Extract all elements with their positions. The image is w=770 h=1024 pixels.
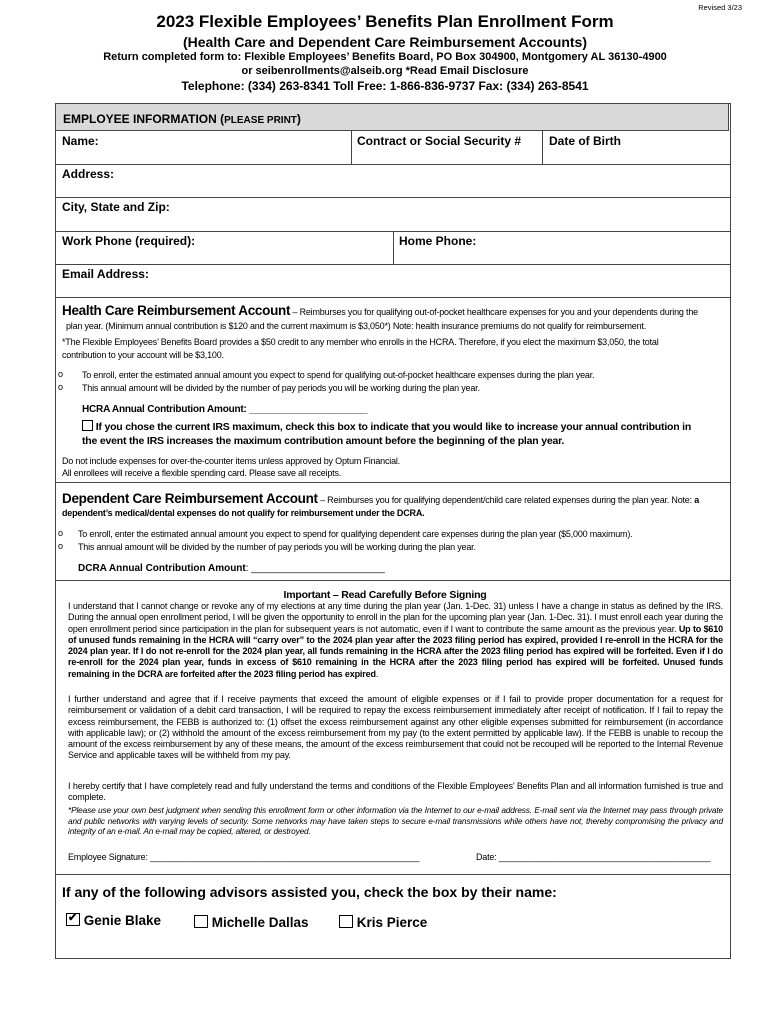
important-paragraph-2: I further understand and agree that if I receive payments that exceed the amount of eligible expenses or if I fail to provide proper documentation for a request for reimbursement or validation of a debit card transaction, I will be required to repay the excess reimbursement immediately after receipt of notification. If I fail to repay the excess reimbursement, the FEBB is authorized to: (1) offset the excess reimbursement against any other eligible expenses submitted for reimbursement (in accordance with applicable law); or (2) withhold the amount of the excess reimbursement from my pay (to the extent permitted by applicable law). If the FEBB is unable to recoup the amount of the excess reimbursement by any of these means, the amount of the excess reimbursement that could not be recouped will be reported to the Internal Revenue Service and applicable taxes will be withheld from my pay. xyxy=(68,694,723,761)
advisor-checkbox-genie[interactable] xyxy=(66,913,80,926)
email-disclosure: *Please use your own best judgment when sending this enrollment form or other information via the Internet to our e-mail address. E-mail sent via the Internet may pass through private and public networks with varying levels of security. Some networks may have taken steps to secure e-mail transmissions while others have not, thereby compromising the privacy and integrity of an e-mail. An e-mail may be copied, altered, or destroyed. xyxy=(68,805,723,836)
hcra-note-2: All enrollees will receive a flexible spending card. Please save all receipts. xyxy=(62,468,342,478)
telephone-line: Telephone: (334) 263-8341 Toll Free: 1-866-836-9737 Fax: (334) 263-8541 xyxy=(181,79,589,93)
hcra-amount-field[interactable]: HCRA Annual Contribution Amount: ______________________ xyxy=(82,404,368,415)
hcra-intro xyxy=(62,302,727,320)
irs-max-text-1: If you chose the current IRS maximum, check this box to indicate that you would like to increase your annual contribution in xyxy=(95,421,692,433)
dcra-bullet-2: This annual amount will be divided by the number of pay periods you will be working during the plan year. xyxy=(78,542,476,552)
important-paragraph-1 xyxy=(68,601,723,680)
dcra-amount-field[interactable] xyxy=(78,563,385,574)
dcra-note: dependent’s medical/dental expenses do not qualify for reimbursement under the DCRA. xyxy=(62,508,425,518)
address-field-label: Address: xyxy=(62,167,115,181)
dcra-amount-blank: : ________________________ xyxy=(245,563,385,574)
terms-text: I understand that I cannot change or revoke any of my elections at any time during the plan year (Jan. 1-Dec. 31) unless I have a change in status as defined by the IRS. During the annual open enrollment period, I will be given the opportunity to enroll in the plan for the upcoming plan year (Jan. 1-Dec. 31). I must enroll each year during the open enrollment period since participation in the plan for subsequent years is not automatic, even if I want to contribute the same amount as the previous year. xyxy=(68,601,723,634)
hcra-title: Health Care Reimbursement Account xyxy=(62,303,291,318)
advisor-kris-pierce[interactable] xyxy=(339,915,427,930)
irs-max-text-2: the event the IRS increases the maximum contribution amount before the beginning of the plan year. xyxy=(82,435,565,447)
dcra-intro-text: – Reimburses you for qualifying dependent/child care related expenses during the plan year. Note: xyxy=(317,495,695,505)
employee-info-print-note: PLEASE PRINT xyxy=(224,115,297,126)
dcra-title: Dependent Care Reimbursement Account xyxy=(62,491,318,506)
dcra-amount-label: DCRA Annual Contribution Amount xyxy=(78,563,246,574)
dcra-intro-a: a xyxy=(694,495,700,505)
ssn-field-label: Contract or Social Security # xyxy=(357,134,522,148)
bullet-icon: o xyxy=(58,369,64,379)
advisor-name: Kris Pierce xyxy=(356,915,428,930)
certify-paragraph: I hereby certify that I have completely read and fully understand the terms and conditions of the Flexible Employees’ Benefits Plan and all information furnished is true and complete. xyxy=(68,781,723,803)
advisor-checkbox-michelle[interactable] xyxy=(194,915,208,928)
hcra-bullet-2: This annual amount will be divided by the number of pay periods you will be working during the plan year. xyxy=(82,383,480,393)
advisor-michelle-dallas[interactable] xyxy=(194,915,309,930)
bullet-icon: o xyxy=(58,541,64,551)
hcra-note-1: Do not include expenses for over-the-counter items unless approved by Optum Financial. xyxy=(62,456,400,466)
carryover-text: Up to $610 of unused funds remaining in the HCRA will “carry over” to the 2024 plan year after the 2023 filing period has expired, provided I re-enroll in the HCRA for the 2024 plan year. If I do not re-enroll for the 2024 plan year, all funds remaining in the HCRA after the 2023 filing period has expired will be forfeited. Even if I do re-enroll for the 2024 plan year, funds in excess of $610 remaining in the HCRA after the 2023 filing period has expired will be forfeited. Unused funds remaining in the DCRA are forfeited after the 2023 filing period has expired xyxy=(68,623,723,679)
bullet-icon: o xyxy=(58,382,64,392)
advisor-name: Genie Blake xyxy=(83,913,162,928)
hcra-intro-text: – Reimburses you for qualifying out-of-pocket healthcare expenses for you and your dependents during the xyxy=(290,307,698,317)
return-address: Return completed form to: Flexible Employees’ Benefits Board, PO Box 304900, Montgomery AL 36130-4900 xyxy=(103,51,667,63)
hcra-credit-1: *The Flexible Employees’ Benefits Board provides a $50 credit to any member who enrolls in the HCRA. Therefore, if you elect the maximum $3,050, the total xyxy=(62,337,659,347)
city-state-zip-label: City, State and Zip: xyxy=(62,200,170,214)
dob-field-label: Date of Birth xyxy=(549,134,621,148)
employee-info-title: EMPLOYEE INFORMATION ( xyxy=(63,112,225,126)
employee-info-paren: ) xyxy=(296,112,301,126)
employee-info-heading xyxy=(55,103,729,131)
bullet-icon: o xyxy=(58,528,64,538)
return-email: or seibenrollments@alseib.org *Read Email Disclosure xyxy=(241,65,529,77)
email-field-label: Email Address: xyxy=(62,267,149,281)
hcra-bullet-1: To enroll, enter the estimated annual amount you expect to spend for qualifying out-of-pocket healthcare expenses during the plan year. xyxy=(82,370,595,380)
dcra-intro xyxy=(62,490,727,508)
irs-max-checkbox[interactable] xyxy=(82,420,93,431)
revised-date: Revised 3/23 xyxy=(698,3,742,12)
work-phone-label: Work Phone (required): xyxy=(62,234,196,248)
advisor-genie-blake[interactable] xyxy=(66,913,161,928)
dcra-bullet-1: To enroll, enter the estimated annual amount you expect to spend for qualifying dependent care expenses during the plan year ($5,000 maximum). xyxy=(78,529,633,539)
employee-signature-field[interactable]: Employee Signature: ________________________________________________________ xyxy=(68,852,420,862)
hcra-credit-2: contribution to your account will be $3,100. xyxy=(62,350,224,360)
date-field[interactable]: Date: ____________________________________________ xyxy=(476,852,711,862)
period: . xyxy=(375,668,379,679)
advisor-name: Michelle Dallas xyxy=(211,915,309,930)
advisors-heading: If any of the following advisors assisted you, check the box by their name: xyxy=(62,884,557,900)
hcra-intro-2: plan year. (Minimum annual contribution is $120 and the current maximum is $3,050*) Note: health insurance premiums do not qualify for reimbursement. xyxy=(66,321,647,331)
form-title: 2023 Flexible Employees’ Benefits Plan Enrollment Form xyxy=(156,12,614,31)
important-heading: Important – Read Carefully Before Signing xyxy=(283,589,487,601)
name-field-label: Name: xyxy=(62,134,99,148)
irs-max-option xyxy=(82,420,691,433)
advisor-checkbox-kris[interactable] xyxy=(339,915,353,928)
form-subtitle: (Health Care and Dependent Care Reimbursement Accounts) xyxy=(182,34,587,50)
home-phone-label: Home Phone: xyxy=(399,234,477,248)
